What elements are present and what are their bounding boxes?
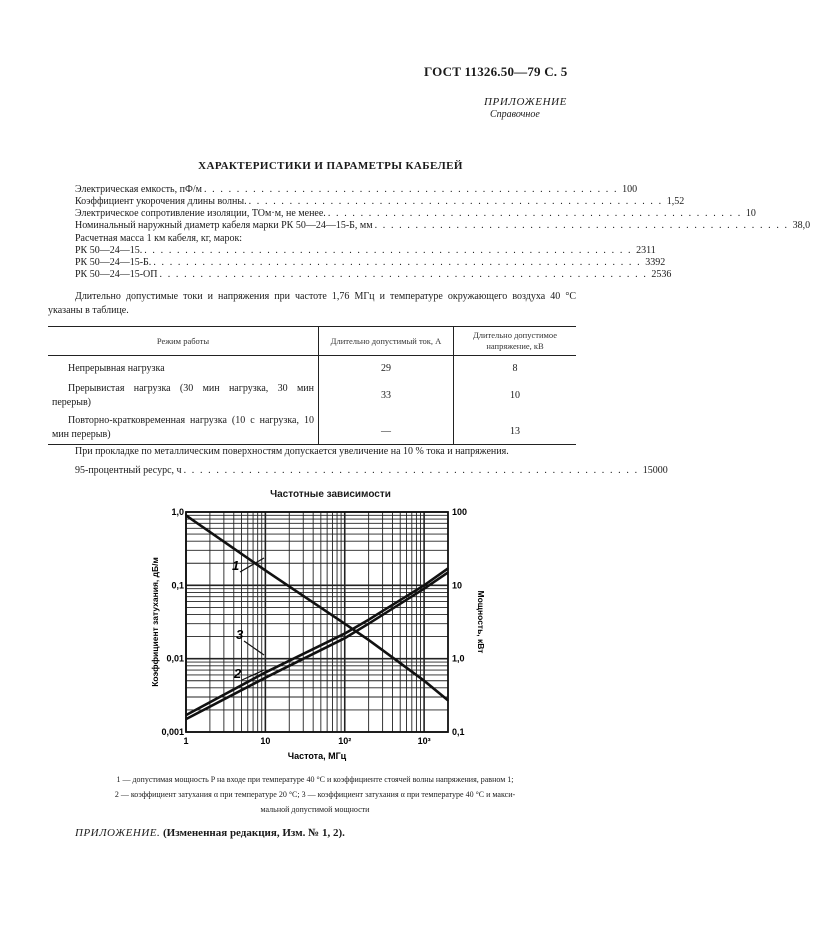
param-value: 10 bbox=[745, 208, 756, 219]
x-tick-label: 10³ bbox=[417, 736, 431, 746]
load-table bbox=[48, 326, 576, 445]
x-tick-label: 10 bbox=[260, 736, 271, 746]
series-line-3 bbox=[186, 568, 448, 715]
mass-value: 2311 bbox=[636, 245, 656, 256]
series-point-1 bbox=[344, 623, 346, 625]
param-row bbox=[75, 196, 685, 208]
series-point-3 bbox=[185, 714, 187, 716]
voltage-cell: 8 bbox=[454, 356, 577, 377]
y-tick-label-right: 100 bbox=[452, 507, 468, 517]
x-tick-label: 1 bbox=[183, 736, 189, 746]
series-point-1 bbox=[447, 700, 449, 702]
series-point-3 bbox=[265, 672, 267, 674]
table-row bbox=[48, 376, 576, 410]
table-row bbox=[48, 356, 576, 377]
mass-row bbox=[75, 269, 672, 281]
mode-cell: Повторно-кратковременная нагрузка (10 с нагрузка, 10 мин перерыв) bbox=[48, 410, 319, 445]
y-tick-label-left: 1,0 bbox=[171, 507, 184, 517]
y-tick-label-left: 0,1 bbox=[171, 580, 184, 591]
y-axis-label-right: Мощность, кВт bbox=[476, 590, 486, 654]
caption-line: 1 — допустимая мощность P на входе при температуре 40 °С и коэффициенте стоячей волны напряжения, равном 1; bbox=[116, 775, 514, 784]
param-label: Номинальный наружный диаметр кабеля марки РК 50—24—15-Б, мм bbox=[75, 220, 373, 231]
mass-row bbox=[75, 245, 656, 257]
leader-dots: . . . . . . . . . . . . . . . . . . . . . . . . . . . . . . . . . . . . . . . . . . . . . . . . . . . . . . . . . . . . bbox=[153, 257, 642, 268]
x-tick-label: 10² bbox=[338, 736, 352, 746]
current-cell: — bbox=[319, 410, 454, 445]
mass-label: РК 50—24—15-Б. bbox=[75, 257, 152, 268]
column-header: Длительно допустимый ток, А bbox=[319, 327, 454, 356]
y-tick-label-right: 0,1 bbox=[452, 727, 465, 737]
footer-bold: (Измененная редакция, Изм. № 1, 2). bbox=[162, 827, 345, 839]
leader-dots: . . . . . . . . . . . . . . . . . . . . . . . . . . . . . . . . . . . . . . . . . . . . . . . . . . . . . . . . bbox=[183, 465, 639, 476]
curve-label: 2 bbox=[234, 666, 242, 681]
series-point-1 bbox=[423, 680, 425, 682]
leader-dots: . . . . . . . . . . . . . . . . . . . . . . . . . . . . . . . . . . . . . . . . . . . . . . . . . . . bbox=[374, 220, 789, 231]
column-header: Длительно допустимое напряжение, кВ bbox=[454, 327, 577, 356]
x-axis-label: Частота, МГц bbox=[287, 751, 347, 761]
y-axis-label-left: Коэффициент затухания, дБ/м bbox=[150, 557, 160, 687]
table-row bbox=[48, 410, 576, 445]
mass-value: 3392 bbox=[645, 257, 666, 268]
leader-dots: . . . . . . . . . . . . . . . . . . . . . . . . . . . . . . . . . . . . . . . . . . . . . . . . . . . bbox=[248, 196, 663, 207]
resource-value: 15000 bbox=[642, 465, 668, 476]
mode-cell: Непрерывная нагрузка bbox=[68, 363, 165, 374]
mass-value: 2536 bbox=[651, 269, 672, 280]
series-point-2 bbox=[368, 623, 370, 625]
table-header-row bbox=[48, 327, 576, 356]
param-value: 1,52 bbox=[666, 196, 685, 207]
series-line-1 bbox=[186, 515, 448, 700]
current-cell: 33 bbox=[319, 376, 454, 410]
param-label: Электрическое сопротивление изоляции, ТОм·м, не менее. bbox=[75, 208, 326, 219]
series-point-1 bbox=[265, 570, 267, 572]
caption-line: 2 — коэффициент затухания α при температуре 20 °С; 3 — коэффициент затухания α при температуре 40 °С и макси- bbox=[114, 790, 516, 799]
resource-row bbox=[75, 465, 668, 477]
caption-line: мальной допустимой мощности bbox=[260, 805, 370, 814]
param-label: Коэффициент укорочения длины волны. bbox=[75, 196, 247, 207]
document-code: ГОСТ 11326.50—79 С. 5 bbox=[424, 64, 568, 79]
curve-label: 1 bbox=[232, 558, 240, 573]
column-header: Режим работы bbox=[48, 327, 319, 356]
param-value: 38,0 bbox=[792, 220, 811, 231]
intro-paragraph: Длительно допустимые токи и напряжения при частоте 1,76 МГц и температуре окружающего воздуха 40 °С указаны в таблице. bbox=[48, 291, 576, 316]
leader-dots: . . . . . . . . . . . . . . . . . . . . . . . . . . . . . . . . . . . . . . . . . . . . . . . . . . . . . . . . . . . . bbox=[144, 245, 633, 256]
mass-heading: Расчетная масса 1 км кабеля, кг, марок: bbox=[75, 233, 243, 244]
series-point-3 bbox=[368, 619, 370, 621]
frequency-chart bbox=[150, 500, 490, 765]
resource-label: 95-процентный ресурс, ч bbox=[75, 465, 182, 476]
section-title: ХАРАКТЕРИСТИКИ И ПАРАМЕТРЫ КАБЕЛЕЙ bbox=[198, 160, 463, 172]
series-point-1 bbox=[368, 639, 370, 641]
series-point-2 bbox=[423, 588, 425, 590]
y-tick-label-left: 0,01 bbox=[166, 653, 184, 664]
y-tick-label-right: 1,0 bbox=[452, 653, 465, 664]
chart-title: Частотные зависимости bbox=[270, 489, 391, 500]
series-point-2 bbox=[265, 677, 267, 679]
current-cell: 29 bbox=[319, 356, 454, 377]
param-row bbox=[75, 220, 811, 232]
curve-leader bbox=[244, 641, 264, 655]
series-point-3 bbox=[447, 568, 449, 570]
series-point-3 bbox=[344, 633, 346, 635]
mass-label: РК 50—24—15. bbox=[75, 245, 143, 256]
param-value: 100 bbox=[622, 184, 638, 195]
mass-label: РК 50—24—15-ОП bbox=[75, 269, 158, 280]
param-row bbox=[75, 208, 756, 220]
series-point-3 bbox=[423, 585, 425, 587]
y-tick-label-right: 10 bbox=[452, 580, 463, 591]
leader-dots: . . . . . . . . . . . . . . . . . . . . . . . . . . . . . . . . . . . . . . . . . . . . . . . . . . . . . . . . . . . . bbox=[159, 269, 648, 280]
param-row bbox=[75, 184, 638, 196]
appendix-subtitle: Справочное bbox=[490, 109, 540, 120]
param-label: Электрическая емкость, пФ/м bbox=[75, 184, 202, 195]
leader-dots: . . . . . . . . . . . . . . . . . . . . . . . . . . . . . . . . . . . . . . . . . . . . . . . . . . . bbox=[203, 184, 619, 195]
footer-italic: ПРИЛОЖЕНИЕ. bbox=[75, 827, 161, 839]
voltage-cell: 10 bbox=[454, 376, 577, 410]
mode-cell: Прерывистая нагрузка (30 мин нагрузка, 30 мин перерыв) bbox=[52, 383, 314, 408]
series-point-2 bbox=[447, 572, 449, 574]
mass-row bbox=[75, 257, 666, 269]
metal-note: При прокладке по металлическим поверхностям допускается увеличение на 10 % тока и напряжения. bbox=[75, 446, 509, 457]
curve-label: 3 bbox=[236, 627, 244, 642]
y-tick-label-left: 0,001 bbox=[161, 727, 184, 737]
series-point-2 bbox=[344, 637, 346, 639]
series-point-2 bbox=[185, 718, 187, 720]
voltage-cell: 13 bbox=[454, 410, 577, 445]
appendix-title: ПРИЛОЖЕНИЕ bbox=[484, 96, 567, 108]
leader-dots: . . . . . . . . . . . . . . . . . . . . . . . . . . . . . . . . . . . . . . . . . . . . . . . . . . . bbox=[327, 208, 742, 219]
footer-note bbox=[75, 827, 345, 839]
series-point-1 bbox=[185, 515, 187, 517]
